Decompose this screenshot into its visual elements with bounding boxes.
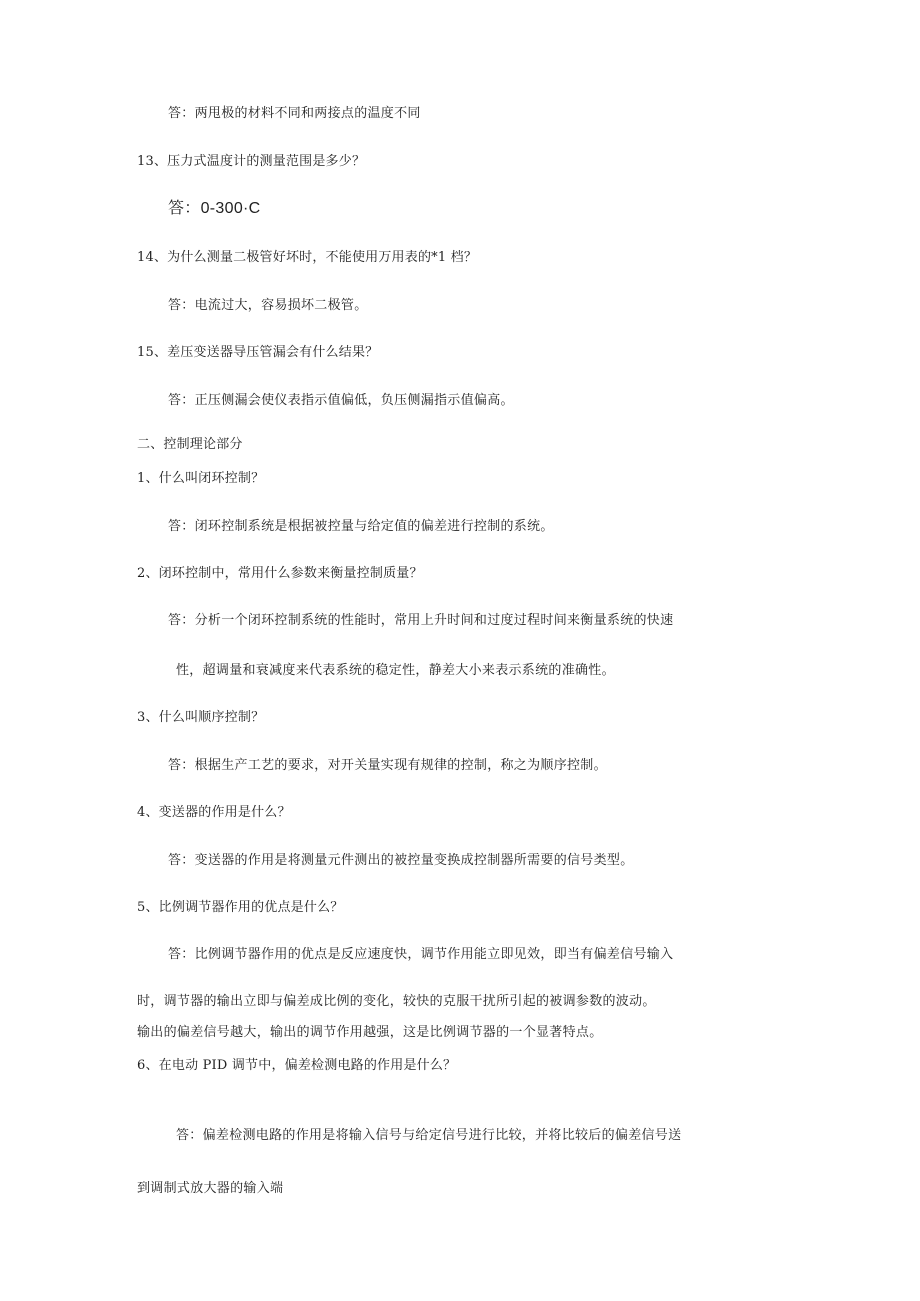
question-6: 6、在电动 PID 调节中，偏差检测电路的作用是什么？ — [137, 1058, 457, 1073]
answer-6-line-2: 到调制式放大器的输入端 — [137, 1181, 284, 1196]
question-1: 1、什么叫闭环控制？ — [137, 471, 265, 486]
question-4: 4、变送器的作用是什么？ — [137, 805, 291, 820]
question-2: 2、闭环控制中，常用什么参数来衡量控制质量？ — [137, 566, 423, 581]
answer-2-line-1: 答：分析一个闭环控制系统的性能时，常用上升时间和过度过程时间来衡量系统的快速 — [168, 613, 674, 628]
answer-1: 答：闭环控制系统是根据被控量与给定值的偏差进行控制的系统。 — [168, 519, 554, 534]
answer-13: 答：0-300·C — [168, 200, 261, 217]
question-14: 14、为什么测量二极管好坏时，不能使用万用表的*1 档？ — [137, 250, 478, 265]
question-15: 15、差压变送器导压管漏会有什么结果？ — [137, 345, 379, 360]
question-13: 13、压力式温度计的测量范围是多少？ — [137, 154, 366, 169]
answer-3: 答：根据生产工艺的要求，对开关量实现有规律的控制，称之为顺序控制。 — [168, 758, 607, 773]
question-3: 3、什么叫顺序控制？ — [137, 710, 265, 725]
answer-5-line-2: 时，调节器的输出立即与偏差成比例的变化，较快的克服干扰所引起的被调参数的波动。 — [137, 994, 656, 1009]
answer-4: 答：变送器的作用是将测量元件测出的被控量变换成控制器所需要的信号类型。 — [168, 853, 634, 868]
section-heading: 二、控制理论部分 — [137, 437, 243, 452]
answer-12: 答：两甩极的材料不同和两接点的温度不同 — [168, 106, 421, 121]
question-5: 5、比例调节器作用的优点是什么？ — [137, 900, 344, 915]
answer-15: 答：正压侧漏会使仪表指示值偏低，负压侧漏指示值偏高。 — [168, 393, 514, 408]
answer-5-line-1: 答：比例调节器作用的优点是反应速度快，调节作用能立即见效，即当有偏差信号输入 — [168, 947, 674, 962]
answer-5-line-3: 输出的偏差信号越大，输出的调节作用越强，这是比例调节器的一个显著特点。 — [137, 1025, 603, 1040]
answer-2-line-2: 性，超调量和衰减度来代表系统的稳定性，静差大小来表示系统的准确性。 — [176, 663, 615, 678]
answer-6-line-1: 答：偏差检测电路的作用是将输入信号与给定信号进行比较，并将比较后的偏差信号送 — [176, 1128, 682, 1143]
answer-14: 答：电流过大，容易损坏二极管。 — [168, 298, 368, 313]
